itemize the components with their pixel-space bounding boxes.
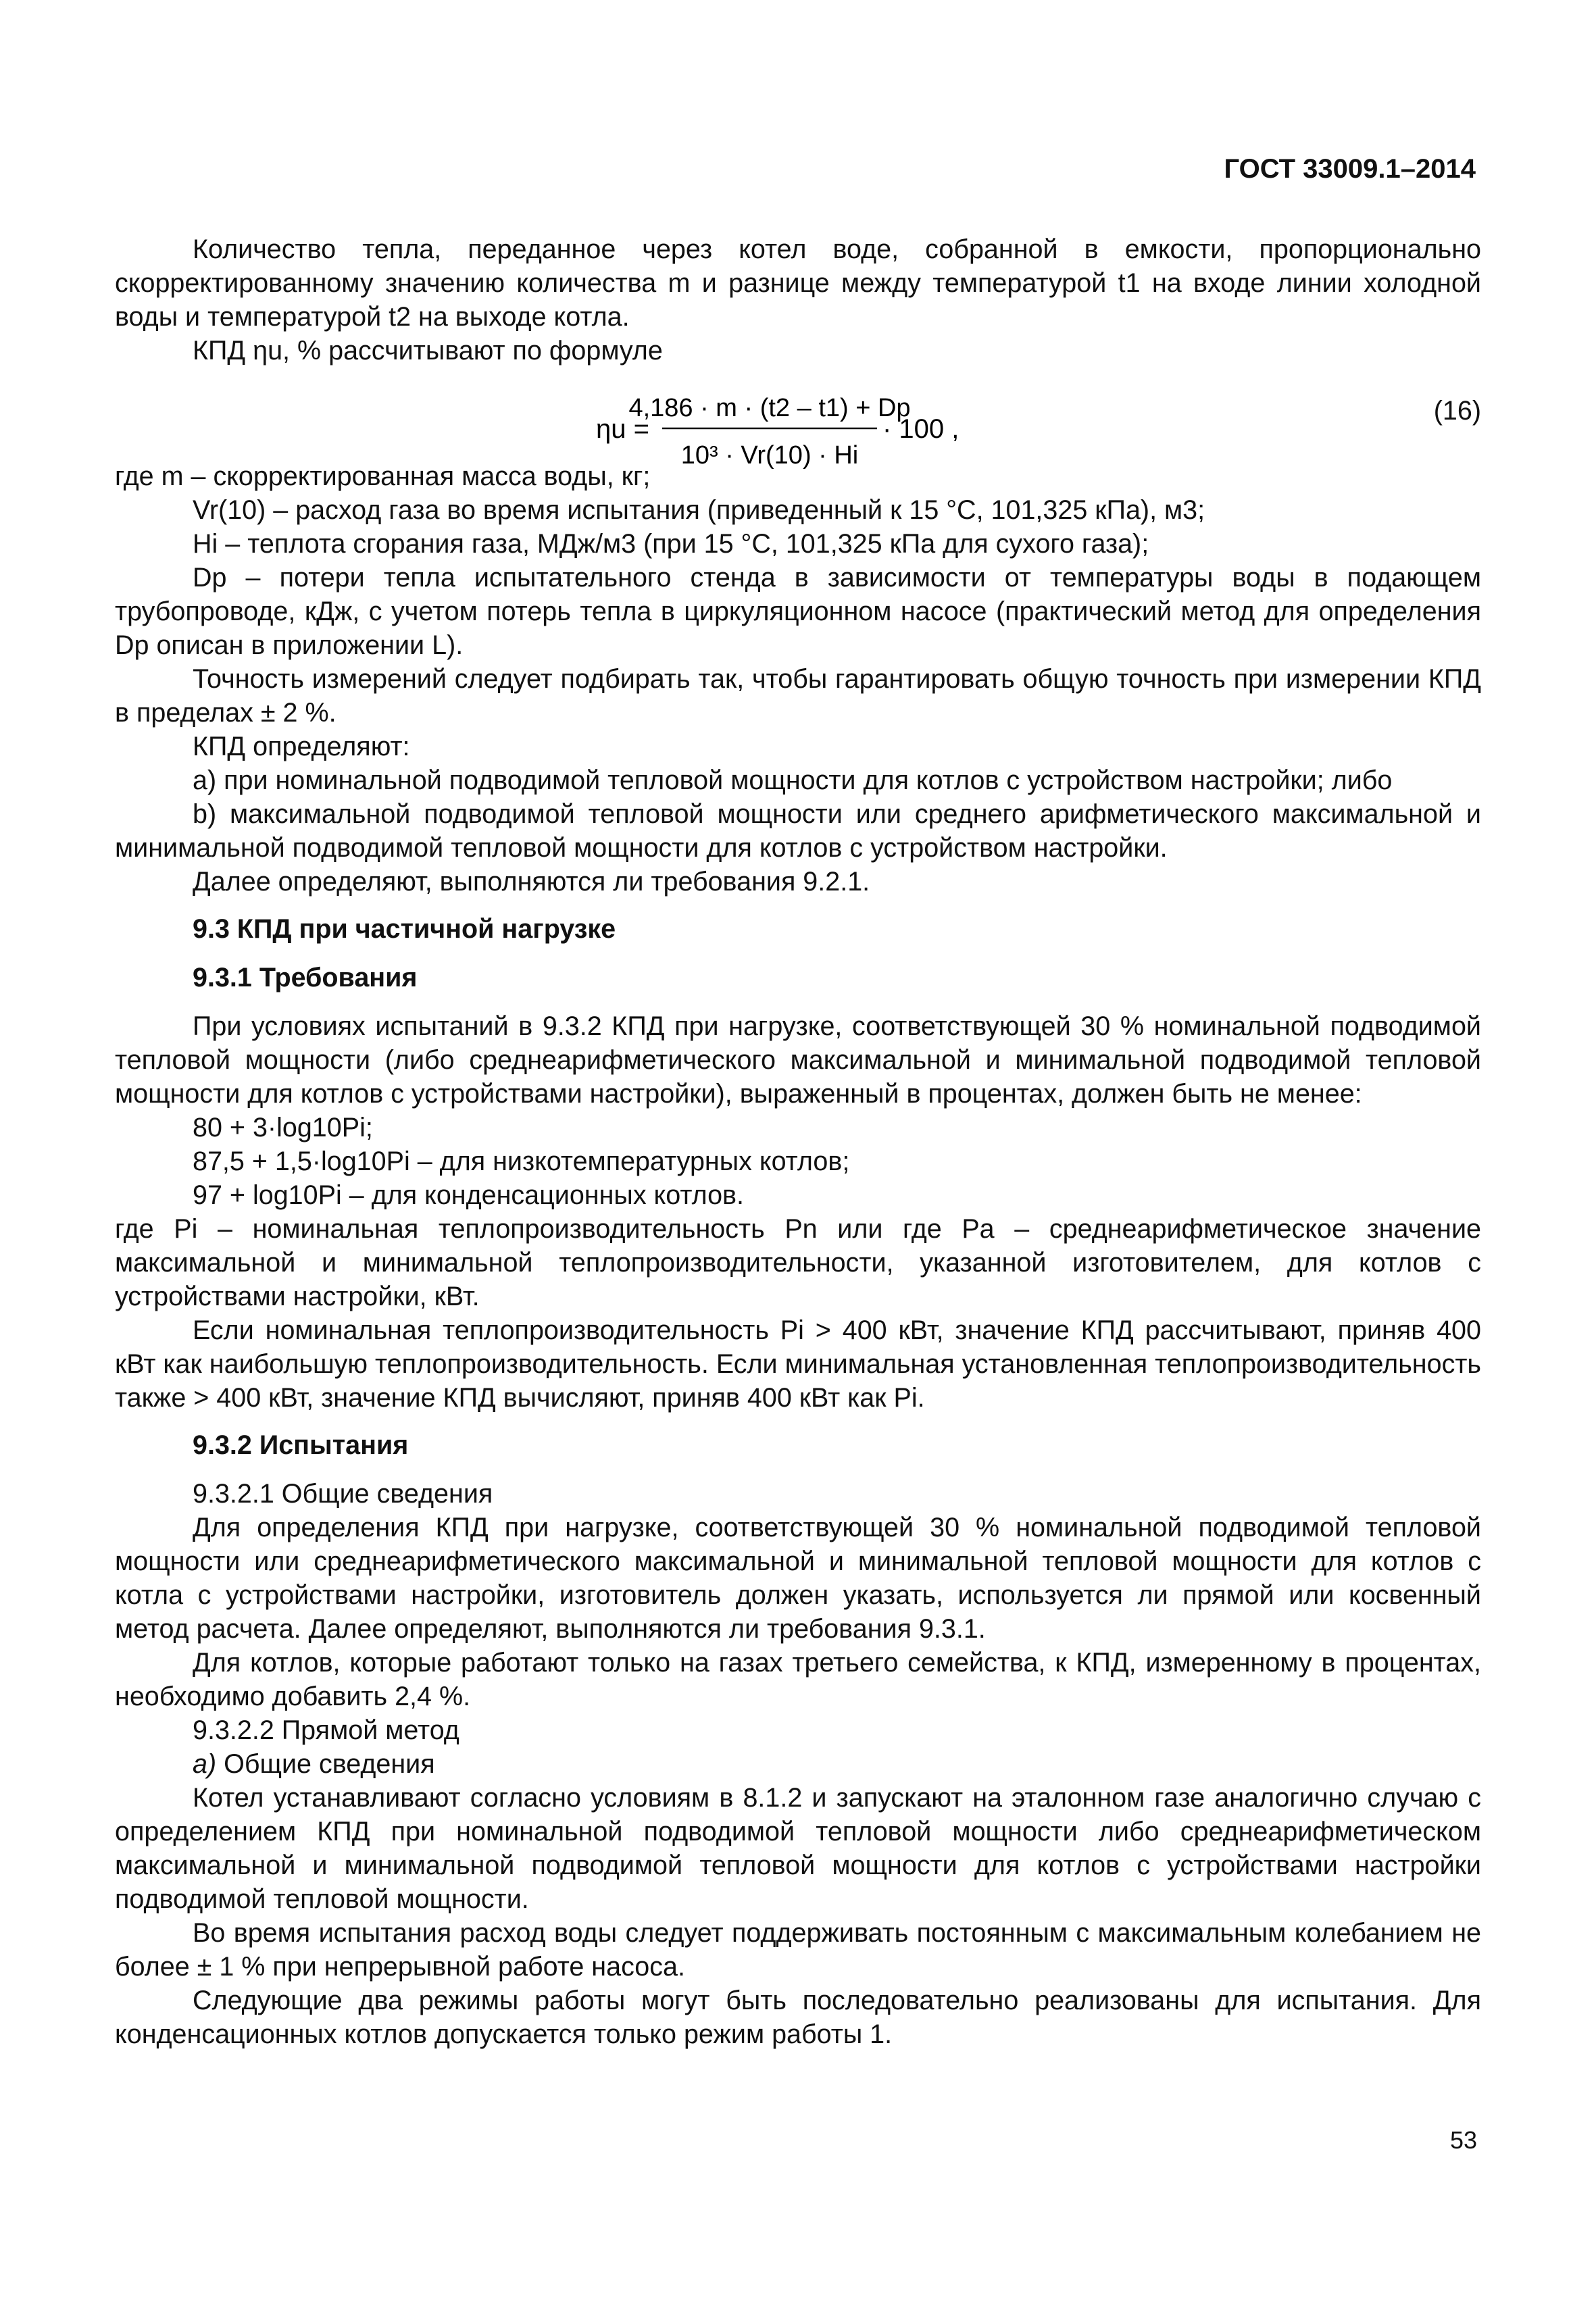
- formula-factor: · 100 ,: [882, 414, 959, 444]
- paragraph: Количество тепла, переданное через котел воде, собранной в емкости, пропорционально скорректированному значению количества m и разнице между температурой t1 на входе линии холодной воды и температурой t2 на выходе котла.: [115, 234, 1481, 332]
- item-text: Общие сведения: [216, 1749, 435, 1779]
- paragraph: 9.3.2.1 Общие сведения: [193, 1479, 493, 1509]
- item-letter: а): [193, 1749, 217, 1779]
- paragraph: Точность измерений следует подбирать так, чтобы гарантировать общую точность при измерении КПД в пределах ± 2 %.: [115, 664, 1481, 728]
- paragraph: Следующие два режимы работы могут быть последовательно реализованы для испытания. Для конденсационных котлов допускается только режим работы 1.: [115, 1986, 1481, 2049]
- formula-denominator: 10³ · Vr(10) · Hi: [680, 441, 859, 470]
- paragraph: 9.3.2.2 Прямой метод: [193, 1715, 459, 1745]
- formula-line: 80 + 3·log10Pi;: [193, 1113, 373, 1142]
- paragraph: где Pi – номинальная теплопроизводительность Pn или где Pa – среднеарифметическое значение максимальной и минимальной теплопроизводительности, указанной изготовителем, для котлов с устройствами настройки, кВт.: [115, 1214, 1481, 1311]
- document-body: [115, 232, 1481, 2051]
- legend-item: Hi – теплота сгорания газа, МДж/м3 (при 15 °С, 101,325 кПа для сухого газа);: [193, 529, 1149, 559]
- paragraph: Во время испытания расход воды следует поддерживать постоянным с максимальным колебанием не более ± 1 % при непрерывной работе насоса.: [115, 1918, 1481, 1982]
- paragraph: КПД ηu, % рассчитывают по формуле: [193, 336, 663, 366]
- legend-item: Dp – потери тепла испытательного стенда в зависимости от температуры воды в подающем трубопроводе, кДж, с учетом потерь тепла в циркуляционном насосе (практический метод для определения Dp описан в приложении L).: [115, 563, 1481, 660]
- formula-line: 97 + log10Pi – для конденсационных котлов.: [193, 1180, 745, 1210]
- paragraph: Далее определяют, выполняются ли требования 9.2.1.: [193, 867, 870, 897]
- legend-item: Vr(10) – расход газа во время испытания (приведенный к 15 °С, 101,325 кПа), м3;: [193, 495, 1205, 525]
- formula-line: 87,5 + 1,5·log10Pi – для низкотемпературных котлов;: [193, 1147, 850, 1176]
- section-heading: 9.3 КПД при частичной нагрузке: [193, 914, 616, 944]
- paragraph: При условиях испытаний в 9.3.2 КПД при нагрузке, соответствующей 30 % номинальной подводимой тепловой мощности (либо среднеарифметического максимальной и минимальной подводимой тепловой мощности для котлов с устройствами настройки), выраженный в процентах, должен быть не менее:: [115, 1011, 1481, 1109]
- efficiency-formula: [596, 388, 1028, 476]
- paragraph: [115, 1747, 1481, 1781]
- paragraph: Для определения КПД при нагрузке, соответствующей 30 % номинальной подводимой тепловой мощности или среднеарифметического максимальной и минимальной тепловой мощности для котлов с котла с устройствами настройки, изготовитель должен указать, используется ли прямой или косвенный метод расчета. Далее определяют, выполняются ли требования 9.3.1.: [115, 1513, 1481, 1644]
- formula-number: (16): [1433, 396, 1481, 426]
- formula-numerator: 4,186 · m · (t2 – t1) + Dp: [628, 394, 911, 422]
- legend-item: где m – скорректированная масса воды, кг;: [115, 461, 651, 491]
- section-heading: 9.3.1 Требования: [193, 963, 418, 992]
- paragraph: КПД определяют:: [193, 732, 410, 761]
- formula-lhs: ηu =: [596, 414, 649, 444]
- standard-header: ГОСТ 33009.1–2014: [1224, 154, 1476, 184]
- section-heading: 9.3.2 Испытания: [193, 1430, 409, 1460]
- paragraph: Котел устанавливают согласно условиям в 8.1.2 и запускают на эталонном газе аналогично случаю с определением КПД при номинальной подводимой тепловой мощности либо среднеарифметическом максимальной и минимальной подводимой тепловой мощности для котлов с устройствами настройки подводимой тепловой мощности.: [115, 1783, 1481, 1914]
- list-item: b) максимальной подводимой тепловой мощности или среднего арифметического максимальной и минимальной подводимой тепловой мощности для котлов с устройством настройки.: [115, 799, 1481, 863]
- page-number: 53: [1449, 2126, 1477, 2154]
- formula-16: [115, 369, 1481, 470]
- list-item: а) при номинальной подводимой тепловой мощности для котлов с устройством настройки; либо: [193, 765, 1393, 795]
- paragraph: Если номинальная теплопроизводительность Pi > 400 кВт, значение КПД рассчитывают, приняв 400 кВт как наибольшую теплопроизводительность. Если минимальная установленная теплопроизводительность также > 400 кВт, значение КПД вычисляют, приняв 400 кВт как Pi.: [115, 1315, 1481, 1413]
- paragraph: Для котлов, которые работают только на газах третьего семейства, к КПД, измеренному в процентах, необходимо добавить 2,4 %.: [115, 1648, 1481, 1711]
